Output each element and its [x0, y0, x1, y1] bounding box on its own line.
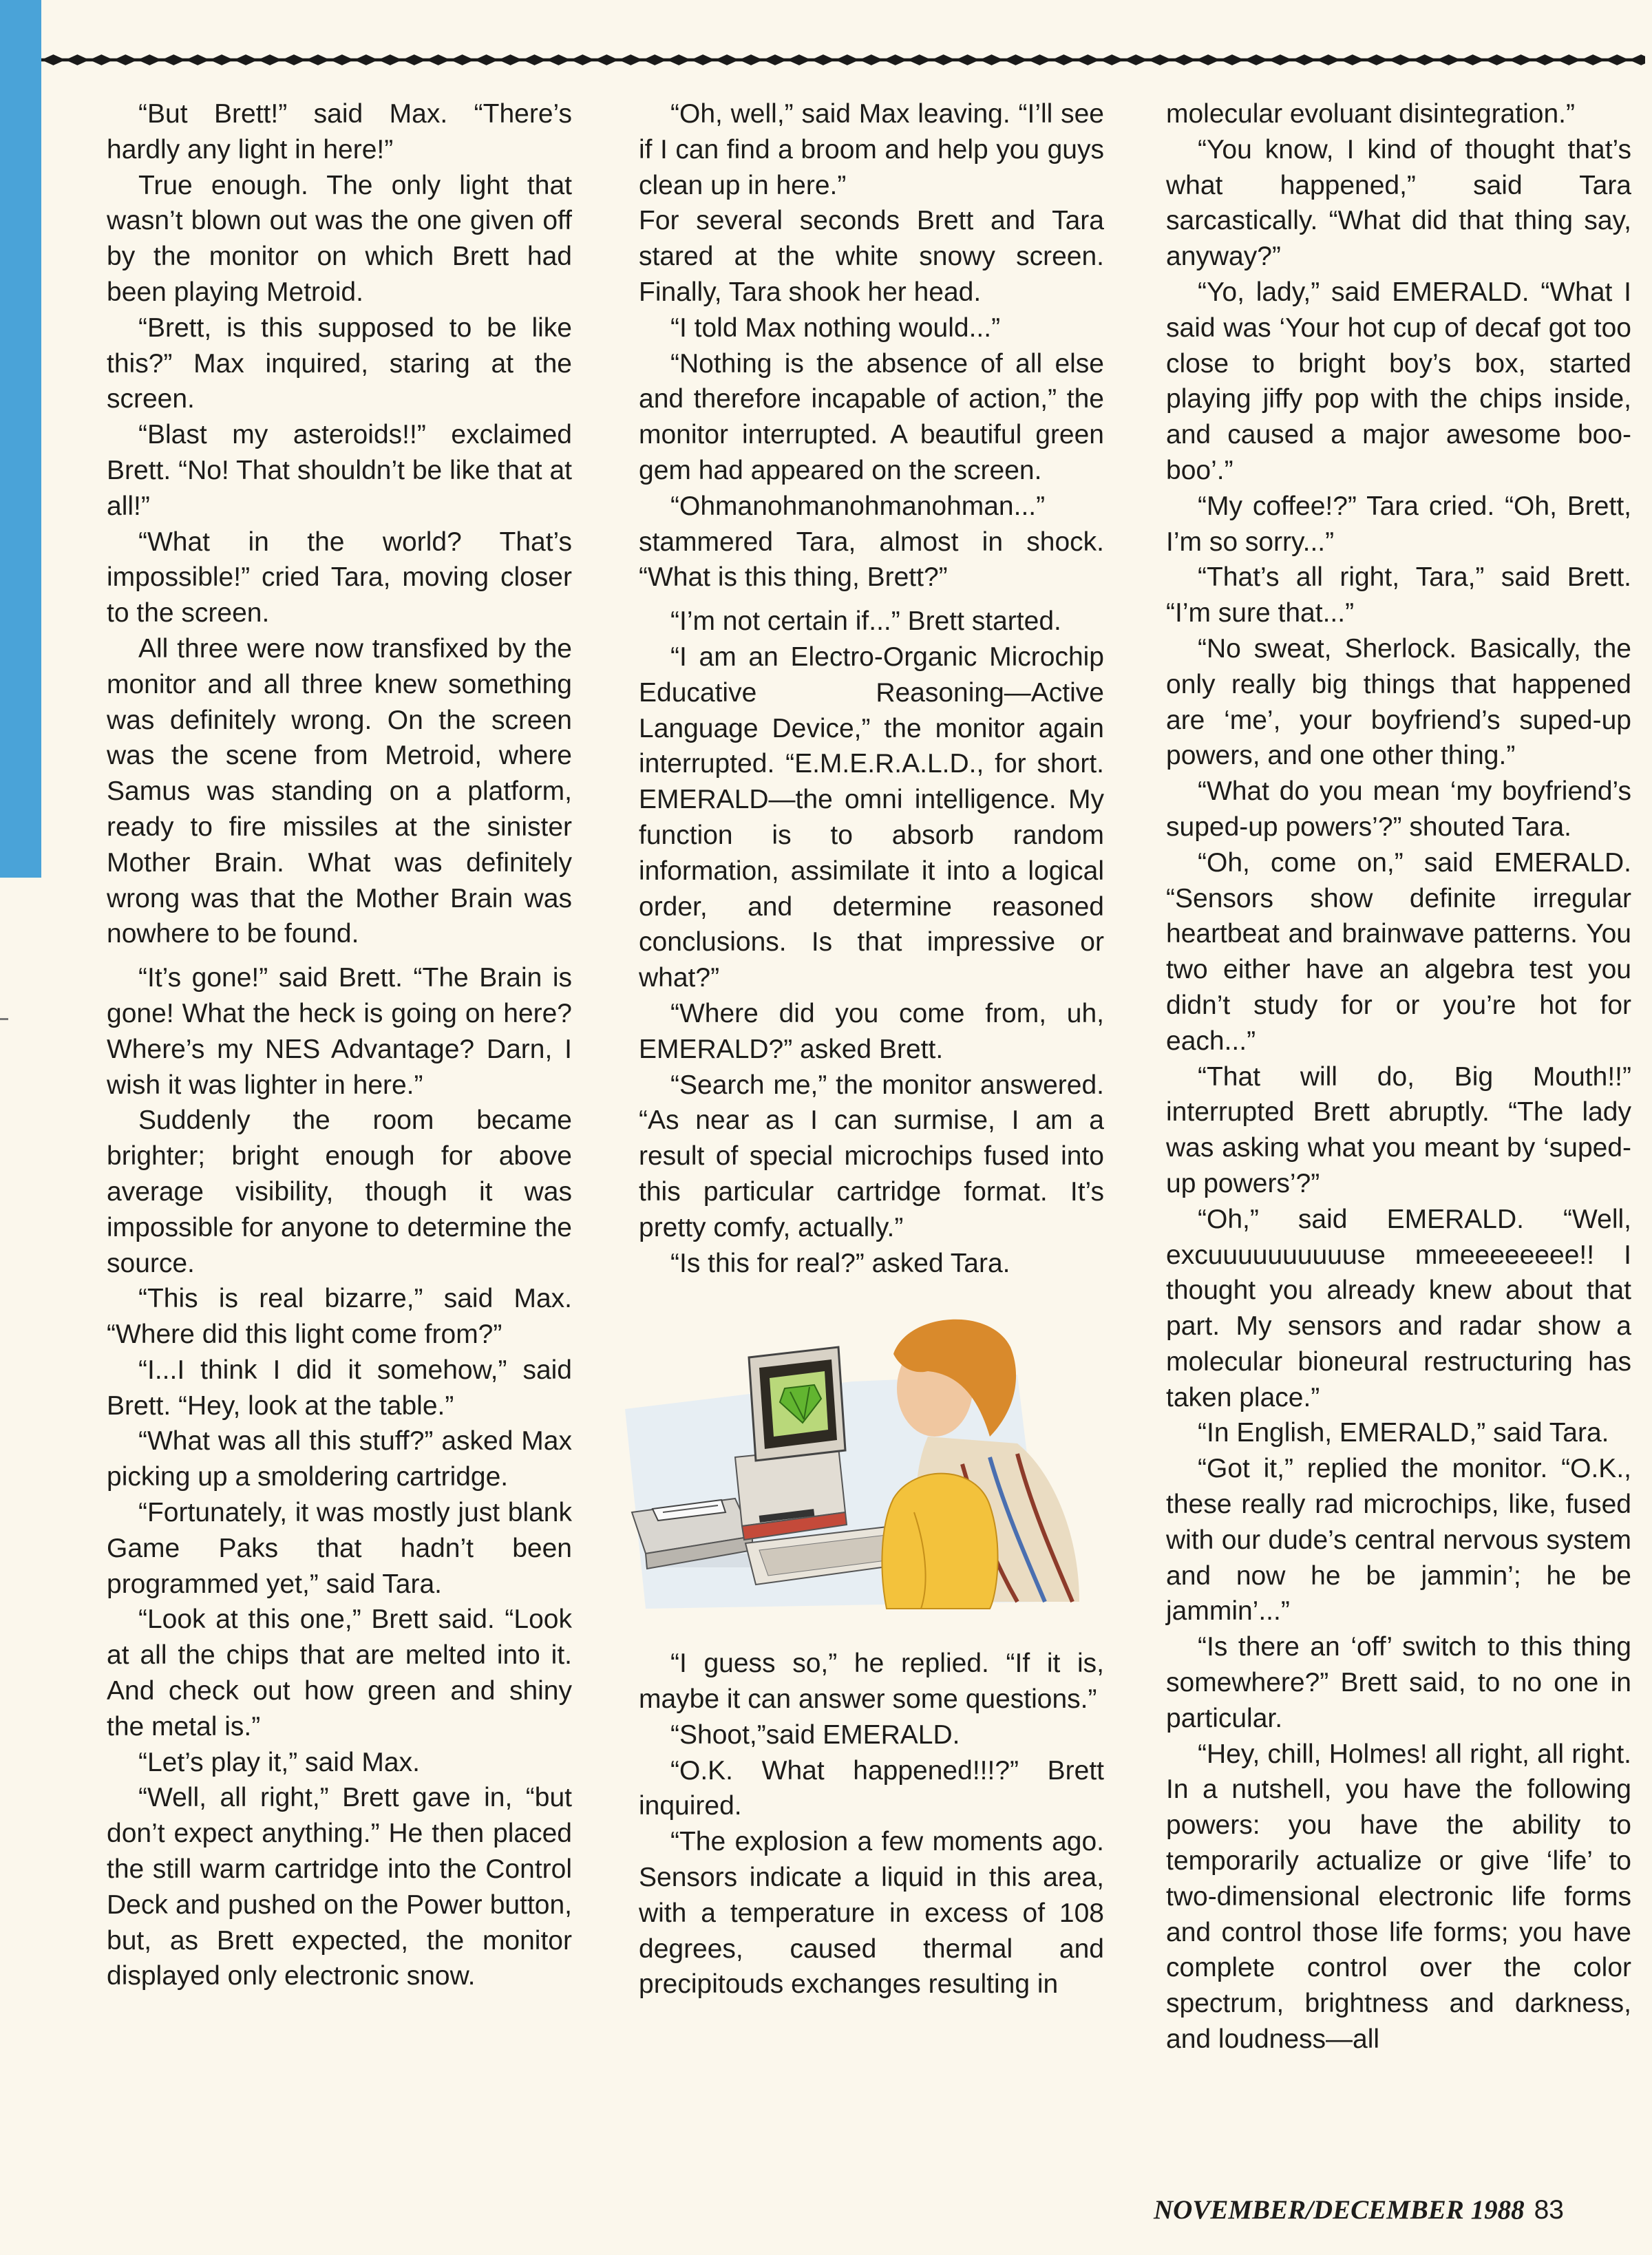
- paragraph: “Search me,” the monitor answered. “As near as I can surmise, I am a result of special microchips fused into this particular cartridge format. It’s pretty comfy, actually.”: [639, 1070, 1104, 1242]
- paragraph: True enough. The only light that wasn’t blown out was the one given off by the monitor on which Brett had been playing Metroid.: [107, 170, 572, 307]
- issue-date: NOVEMBER/DECEMBER 1988: [1154, 2195, 1525, 2225]
- paragraph: “I am an Electro-Organic Microchip Educative Reasoning—Active Language Device,” the monitor again interrupted. “E.M.E.R.A.L.D., for short. EMERALD—the omni intelligence. My function is to absorb random information, assimilate it into a logical order, and determine reasoned conclusions. Is that impressive or what?”: [639, 642, 1104, 993]
- paragraph: “That’s all right, Tara,” said Brett. “I’m sure that...”: [1166, 562, 1631, 628]
- paragraph: “You know, I kind of thought that’s what happened,” said Tara sarcastically. “What did that thing say, anyway?”: [1166, 134, 1631, 272]
- paragraph: All three were now transfixed by the monitor and all three knew something was definitely wrong. On the screen was the scene from Metroid, where Samus was standing on a platform, ready to fire missiles at the sinister Mother Brain. What was definitely wrong was that the Mother Brain was nowhere to be found.: [107, 633, 572, 949]
- paragraph: “Is this for real?” asked Tara.: [670, 1248, 1010, 1278]
- paragraph: “It’s gone!” said Brett. “The Brain is gone! What the heck is going on here? Where’s my NES Advantage? Darn, I wish it was lighter in here.”: [107, 963, 572, 1100]
- page-footer: [1154, 2194, 1564, 2225]
- paragraph: “I told Max nothing would...”: [670, 313, 1001, 343]
- paragraph: “Got it,” replied the monitor. “O.K., these really rad microchips, like, fused with our dude’s central nervous system and now he be jammin’; he be jammin’...”: [1166, 1454, 1631, 1627]
- paragraph: “Brett, is this supposed to be like this?” Max inquired, staring at the screen.: [107, 313, 572, 414]
- paragraph: “That will do, Big Mouth!!” interrupted Brett abruptly. “The lady was asking what you meant by ‘suped-up powers’?”: [1166, 1061, 1631, 1198]
- paragraph: “I guess so,” he replied. “If it is, maybe it can answer some questions.”: [639, 1649, 1104, 1715]
- paragraph: “I...I think I did it somehow,” said Brett. “Hey, look at the table.”: [107, 1355, 572, 1421]
- paragraph: “This is real bizarre,” said Max. “Where did this light come from?”: [107, 1284, 572, 1350]
- paragraph: “My coffee!?” Tara cried. “Oh, Brett, I’m so sorry...”: [1166, 491, 1631, 557]
- column-1: [107, 96, 572, 1994]
- paragraph: “But Brett!” said Max. “There’s hardly any light in here!”: [107, 99, 572, 165]
- paragraph: molecular evoluant disintegration.”: [1166, 99, 1575, 129]
- paragraph: “Well, all right,” Brett gave in, “but don’t expect anything.” He then placed the still warm cartridge into the Control Deck and pushed on the Power button, but, as Brett expected, the monitor displayed only electronic snow.: [107, 1783, 572, 1991]
- computer-illustration: [604, 1306, 1104, 1622]
- tara-figure: [882, 1474, 997, 1609]
- paragraph: “Blast my asteroids!!” exclaimed Brett. “No! That shouldn’t be like that at all!”: [107, 420, 572, 521]
- paragraph: “In English, EMERALD,” said Tara.: [1198, 1418, 1609, 1448]
- paragraph: “Nothing is the absence of all else and therefore incapable of action,” the monitor interrupted. A beautiful green gem had appeared on the screen.: [639, 348, 1104, 485]
- paragraph: “Is there an ‘off’ switch to this thing somewhere?” Brett said, to no one in particular.: [1166, 1632, 1631, 1733]
- column-2: [639, 96, 1104, 2002]
- paragraph: “No sweat, Sherlock. Basically, the only really big things that happened are ‘me’, your boyfriend’s suped-up powers, and one other thing.”: [1166, 633, 1631, 771]
- paragraph: “Oh, come on,” said EMERALD. “Sensors show definite irregular heartbeat and brainwave patterns. You two either have an algebra test you didn’t study for or you’re hot for each...”: [1166, 847, 1631, 1056]
- paragraph: “Look at this one,” Brett said. “Look at all the chips that are melted into it. And check out how green and shiny the metal is.”: [107, 1605, 572, 1741]
- paragraph: “Fortunately, it was mostly just blank Game Paks that hadn’t been programmed yet,” said Tara.: [107, 1498, 572, 1599]
- paragraph: “Hey, chill, Holmes! all right, all right. In a nutshell, you have the following powers: you have the ability to temporarily actualize or give ‘life’ to two-dimensional electronic life forms and control those life forms; you have complete control over the color spectrum, brightness and darkness, and loudness—all: [1166, 1739, 1631, 2055]
- paragraph: For several seconds Brett and Tara stared at the white snowy screen. Finally, Tara shook her head.: [639, 206, 1104, 307]
- paragraph: “Let’s play it,” said Max.: [138, 1747, 420, 1777]
- paragraph: Suddenly the room became brighter; bright enough for above average visibility, though it was impossible for anyone to determine the source.: [107, 1105, 572, 1278]
- paragraph: “What do you mean ‘my boyfriend’s suped-up powers’?” shouted Tara.: [1166, 776, 1631, 842]
- computer-base-icon: [735, 1447, 847, 1540]
- column-3: [1166, 96, 1631, 2057]
- margin-tick: [0, 1018, 8, 1020]
- paragraph: “What was all this stuff?” asked Max picking up a smoldering cartridge.: [107, 1426, 572, 1492]
- paragraph: “Where did you come from, uh, EMERALD?” asked Brett.: [639, 998, 1104, 1064]
- paragraph: “O.K. What happened!!!?” Brett inquired.: [639, 1755, 1104, 1821]
- monitor-icon: [749, 1347, 845, 1461]
- decorative-border: [41, 48, 1645, 72]
- paragraph: “Shoot,”said EMERALD.: [670, 1719, 960, 1750]
- paragraph: “What in the world? That’s impossible!” cried Tara, moving closer to the screen.: [107, 527, 572, 628]
- paragraph: “Oh,” said EMERALD. “Well, excuuuuuuuuuuse mmeeeeeeee!! I thought you already knew about that part. My sensors and radar show a molecular bioneural restructuring has taken place.”: [1166, 1204, 1631, 1412]
- paragraph: “I’m not certain if...” Brett started.: [670, 606, 1061, 637]
- page-number: 83: [1534, 2195, 1564, 2225]
- paragraph: “Oh, well,” said Max leaving. “I’ll see if I can find a broom and help you guys clean up in here.”: [639, 99, 1104, 200]
- blue-side-tab: [0, 0, 41, 878]
- paragraph: “Yo, lady,” said EMERALD. “What I said was ‘Your hot cup of decaf got too close to bright boy’s box, started playing jiffy pop with the chips inside, and caused a major awesome boo-boo’.”: [1166, 277, 1631, 485]
- paragraph: “Ohmanohmanohmanohman...” stammered Tara, almost in shock. “What is this thing, Brett?”: [639, 491, 1104, 593]
- paragraph: “The explosion a few moments ago. Sensors indicate a liquid in this area, with a temperature in excess of 108 degrees, caused thermal and precipitouds exchanges resulting in: [639, 1827, 1104, 2000]
